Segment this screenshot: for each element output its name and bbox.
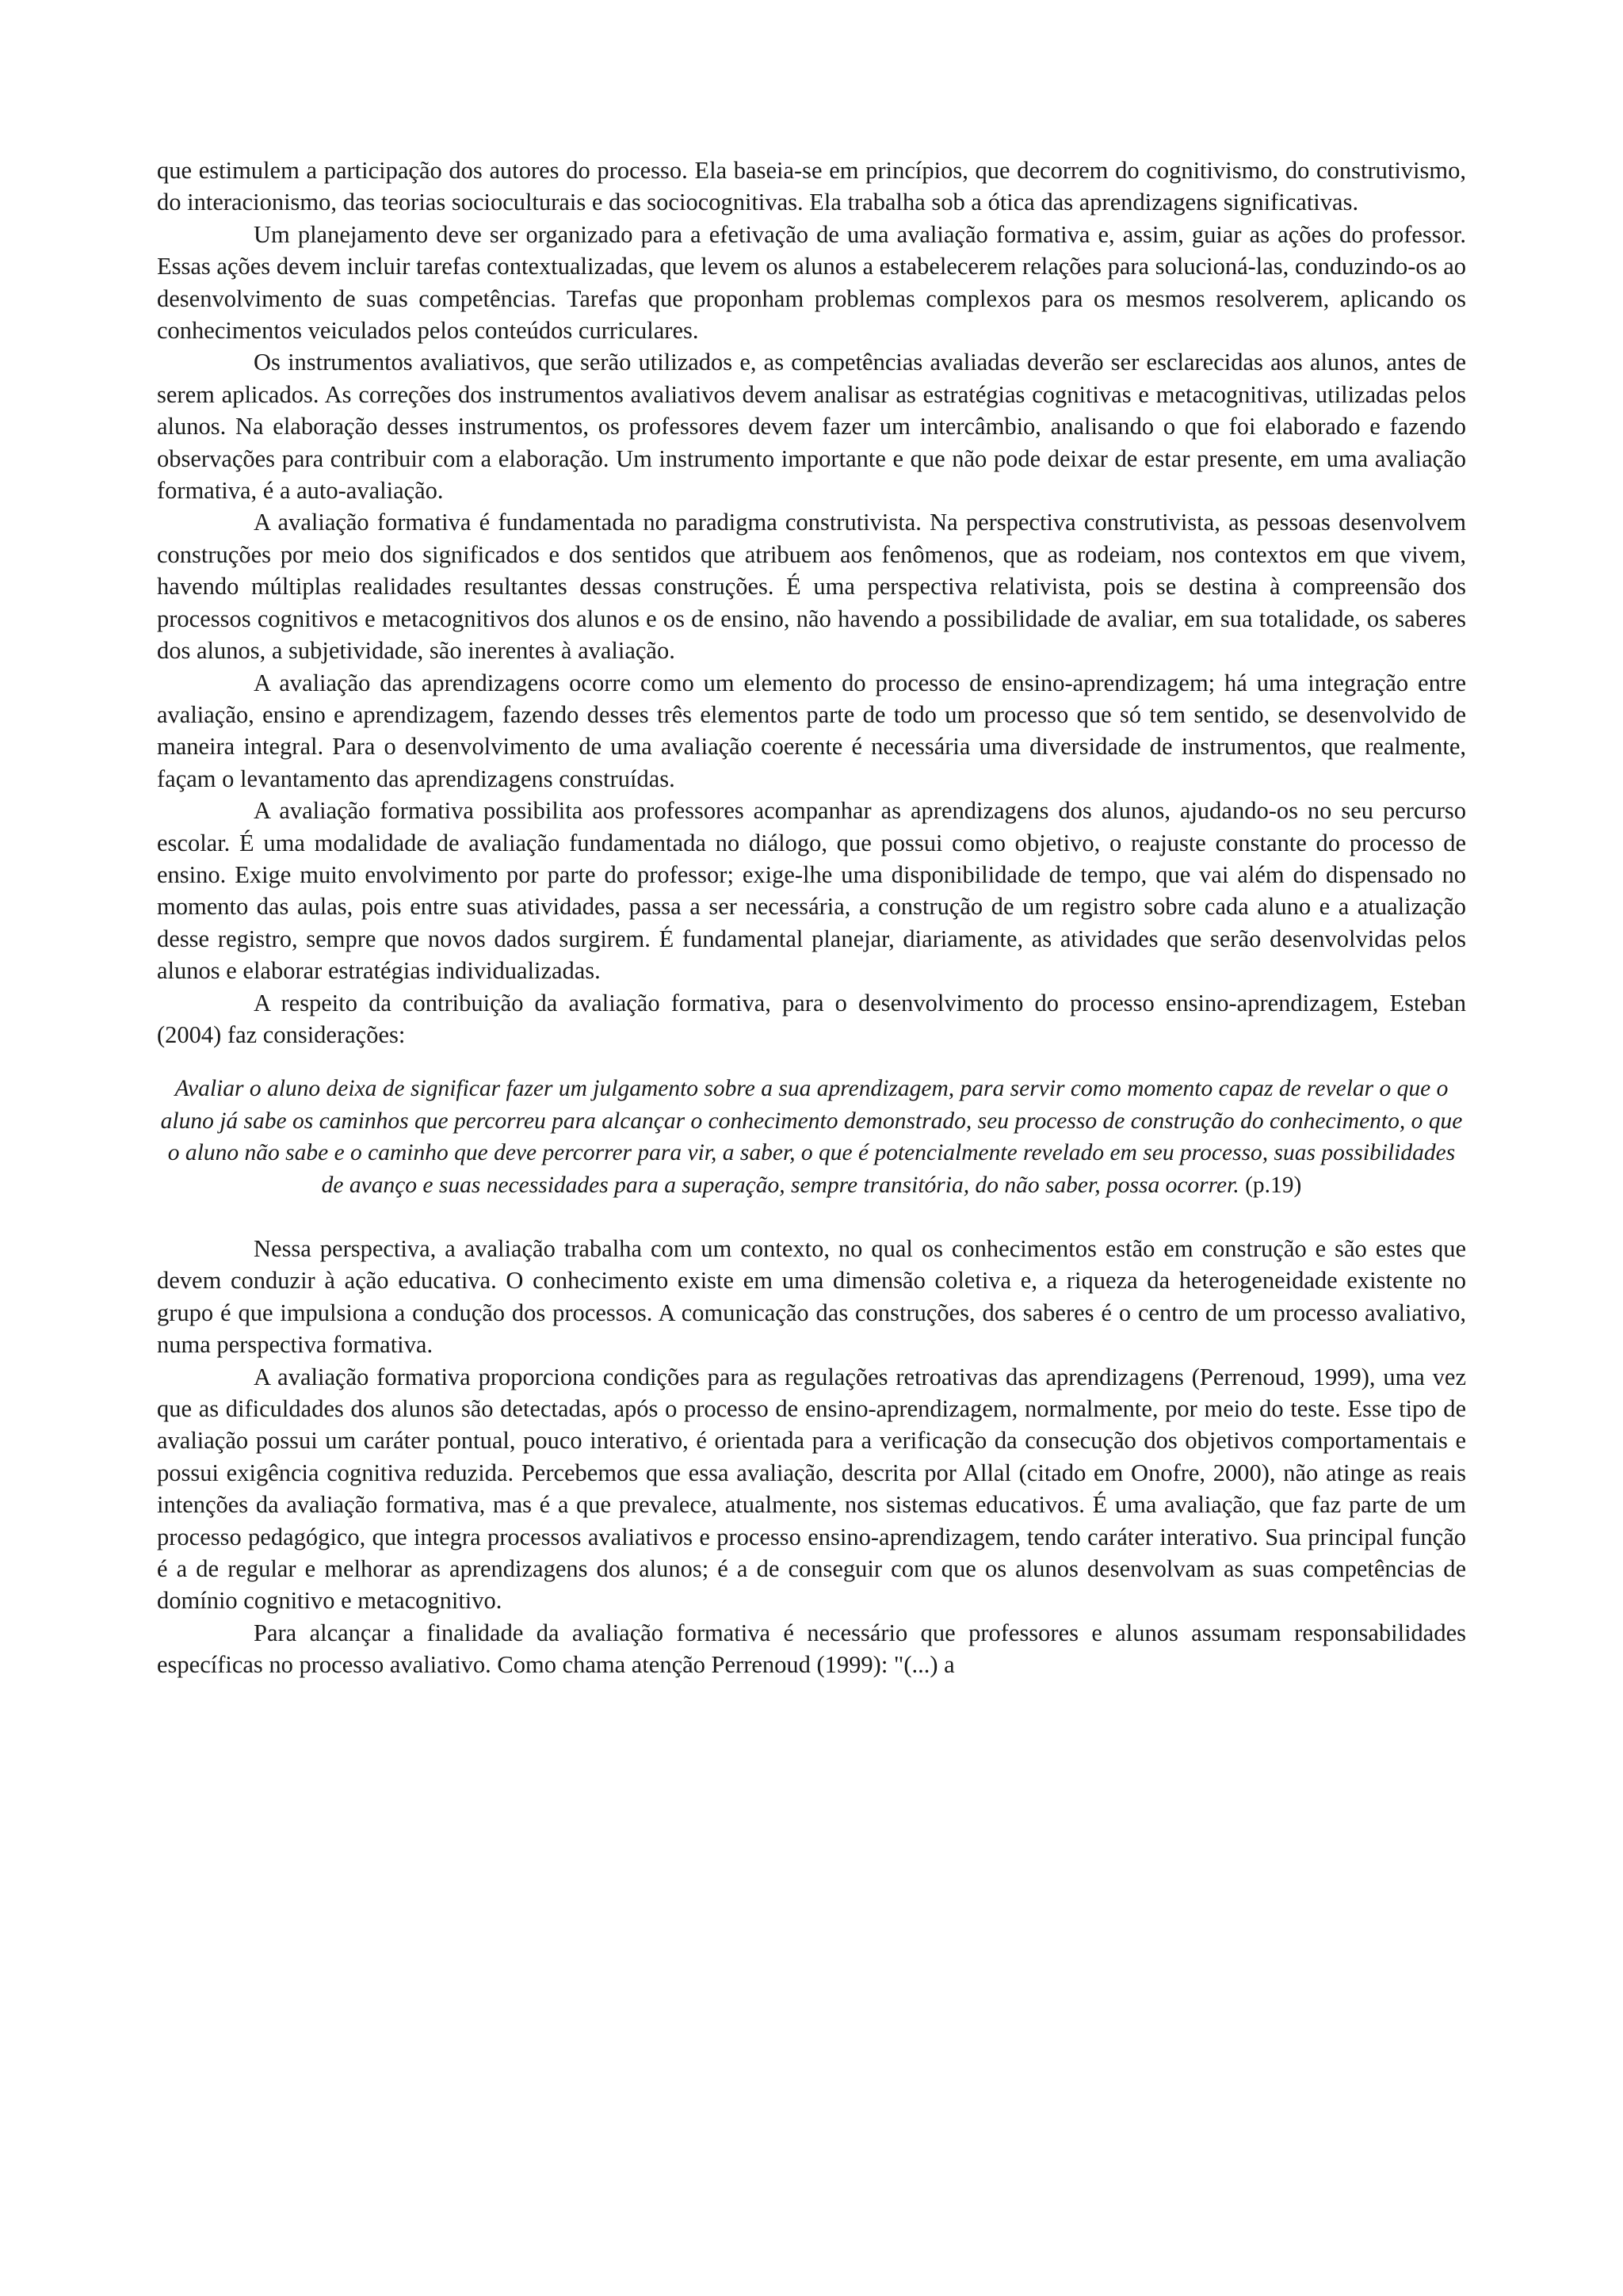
paragraph-6: A avaliação formativa possibilita aos professores acompanhar as aprendizagens dos alunos, ajudando-os no seu percurso escolar. É uma modalidade de avaliação fundamentada no diálogo, que possui como objetivo, o reajuste constante do processo de ensino. Exige muito envolvimento por parte do professor; exige-lhe uma disponibilidade de tempo, que vai além do dispensado no momento das aulas, pois entre suas atividades, passa a ser necessária, a construção de um registro sobre cada aluno e a atualização desse registro, sempre que novos dados surgirem. É fundamental planejar, diariamente, as atividades que serão desenvolvidas pelos alunos e elaborar estratégias individualizadas. bbox=[157, 797, 1466, 985]
paragraph-8: Nessa perspectiva, a avaliação trabalha com um contexto, no qual os conhecimentos estão em construção e são estes que devem conduzir à ação educativa. O conhecimento existe em uma dimensão coletiva e, a riqueza da heterogeneidade existente no grupo é que impulsiona a condução dos processos. A comunicação das construções, dos saberes é o centro de um processo avaliativo, numa perspectiva formativa. bbox=[157, 1235, 1466, 1359]
paragraph-7: A respeito da contribuição da avaliação formativa, para o desenvolvimento do processo ensino-aprendizagem, Esteban (2004) faz considerações: bbox=[157, 989, 1466, 1048]
quote-text: Avaliar o aluno deixa de significar fazer um julgamento sobre a sua aprendizagem, para servir como momento capaz de revelar o que o aluno já sabe os caminhos que percorreu para alcançar o conhecimento demonstrado, seu processo de construção do conhecimento, o que o aluno não sabe e o caminho que deve percorrer para vir, a saber, o que é potencialmente revelado em seu processo, suas possibilidades de avanço e suas necessidades para a superação, sempre transitória, do não saber, possa ocorrer. bbox=[160, 1076, 1463, 1198]
paragraph-10: Para alcançar a finalidade da avaliação formativa é necessário que professores e alunos assumam responsabilidades específicas no processo avaliativo. Como chama atenção Perrenoud (1999): "(...) a bbox=[157, 1619, 1466, 1679]
paragraph-1: que estimulem a participação dos autores do processo. Ela baseia-se em princípios, que decorrem do cognitivismo, do construtivismo, do interacionismo, das teorias socioculturais e das sociocognitivas. Ela trabalha sob a ótica das aprendizagens significativas. bbox=[157, 157, 1466, 216]
document-page bbox=[157, 154, 1466, 1681]
paragraph-4: A avaliação formativa é fundamentada no paradigma construtivista. Na perspectiva construtivista, as pessoas desenvolvem construções por meio dos significados e dos sentidos que atribuem aos fenômenos, que as rodeiam, nos contextos em que vivem, havendo múltiplas realidades resultantes dessas construções. É uma perspectiva relativista, pois se destina à compreensão dos processos cognitivos e metacognitivos dos alunos e os de ensino, não havendo a possibilidade de avaliar, em sua totalidade, os saberes dos alunos, a subjetividade, são inerentes à avaliação. bbox=[157, 509, 1466, 665]
paragraph-2: Um planejamento deve ser organizado para a efetivação de uma avaliação formativa e, assim, guiar as ações do professor. Essas ações devem incluir tarefas contextualizadas, que levem os alunos a estabelecerem relações para solucioná-las, conduzindo-os ao desenvolvimento de suas competências. Tarefas que proponham problemas complexos para os mesmos resolverem, aplicando os conhecimentos veiculados pelos conteúdos curriculares. bbox=[157, 220, 1466, 345]
paragraph-5: A avaliação das aprendizagens ocorre como um elemento do processo de ensino-aprendizagem; há uma integração entre avaliação, ensino e aprendizagem, fazendo desses três elementos parte de todo um processo que só tem sentido, se desenvolvido de maneira integral. Para o desenvolvimento de uma avaliação coerente é necessária uma diversidade de instrumentos, que realmente, façam o levantamento das aprendizagens construídas. bbox=[157, 669, 1466, 792]
quote-reference: (p.19) bbox=[1245, 1172, 1302, 1198]
paragraph-9: A avaliação formativa proporciona condições para as regulações retroativas das aprendizagens (Perrenoud, 1999), uma vez que as dificuldades dos alunos são detectadas, após o processo de ensino-aprendizagem, normalmente, por meio do teste. Esse tipo de avaliação possui um caráter pontual, pouco interativo, é orientada para a verificação da consecução dos objetivos comportamentais e possui exigência cognitiva reduzida. Percebemos que essa avaliação, descrita por Allal (citado em Onofre, 2000), não atinge as reais intenções da avaliação formativa, mas é a que prevalece, atualmente, nos sistemas educativos. É uma avaliação, que faz parte de um processo pedagógico, que integra processos avaliativos e processo ensino-aprendizagem, tendo caráter interativo. Sua principal função é a de regular e melhorar as aprendizagens dos alunos; é a de conseguir com que os alunos desenvolvam as suas competências de domínio cognitivo e metacognitivo. bbox=[157, 1363, 1466, 1615]
block-quote bbox=[157, 1073, 1466, 1201]
paragraph-3: Os instrumentos avaliativos, que serão utilizados e, as competências avaliadas deverão ser esclarecidas aos alunos, antes de serem aplicados. As correções dos instrumentos avaliativos devem analisar as estratégias cognitivas e metacognitivas, utilizadas pelos alunos. Na elaboração desses instrumentos, os professores devem fazer um intercâmbio, analisando o que foi elaborado e fazendo observações para contribuir com a elaboração. Um instrumento importante e que não pode deixar de estar presente, em uma avaliação formativa, é a auto-avaliação. bbox=[157, 349, 1466, 505]
